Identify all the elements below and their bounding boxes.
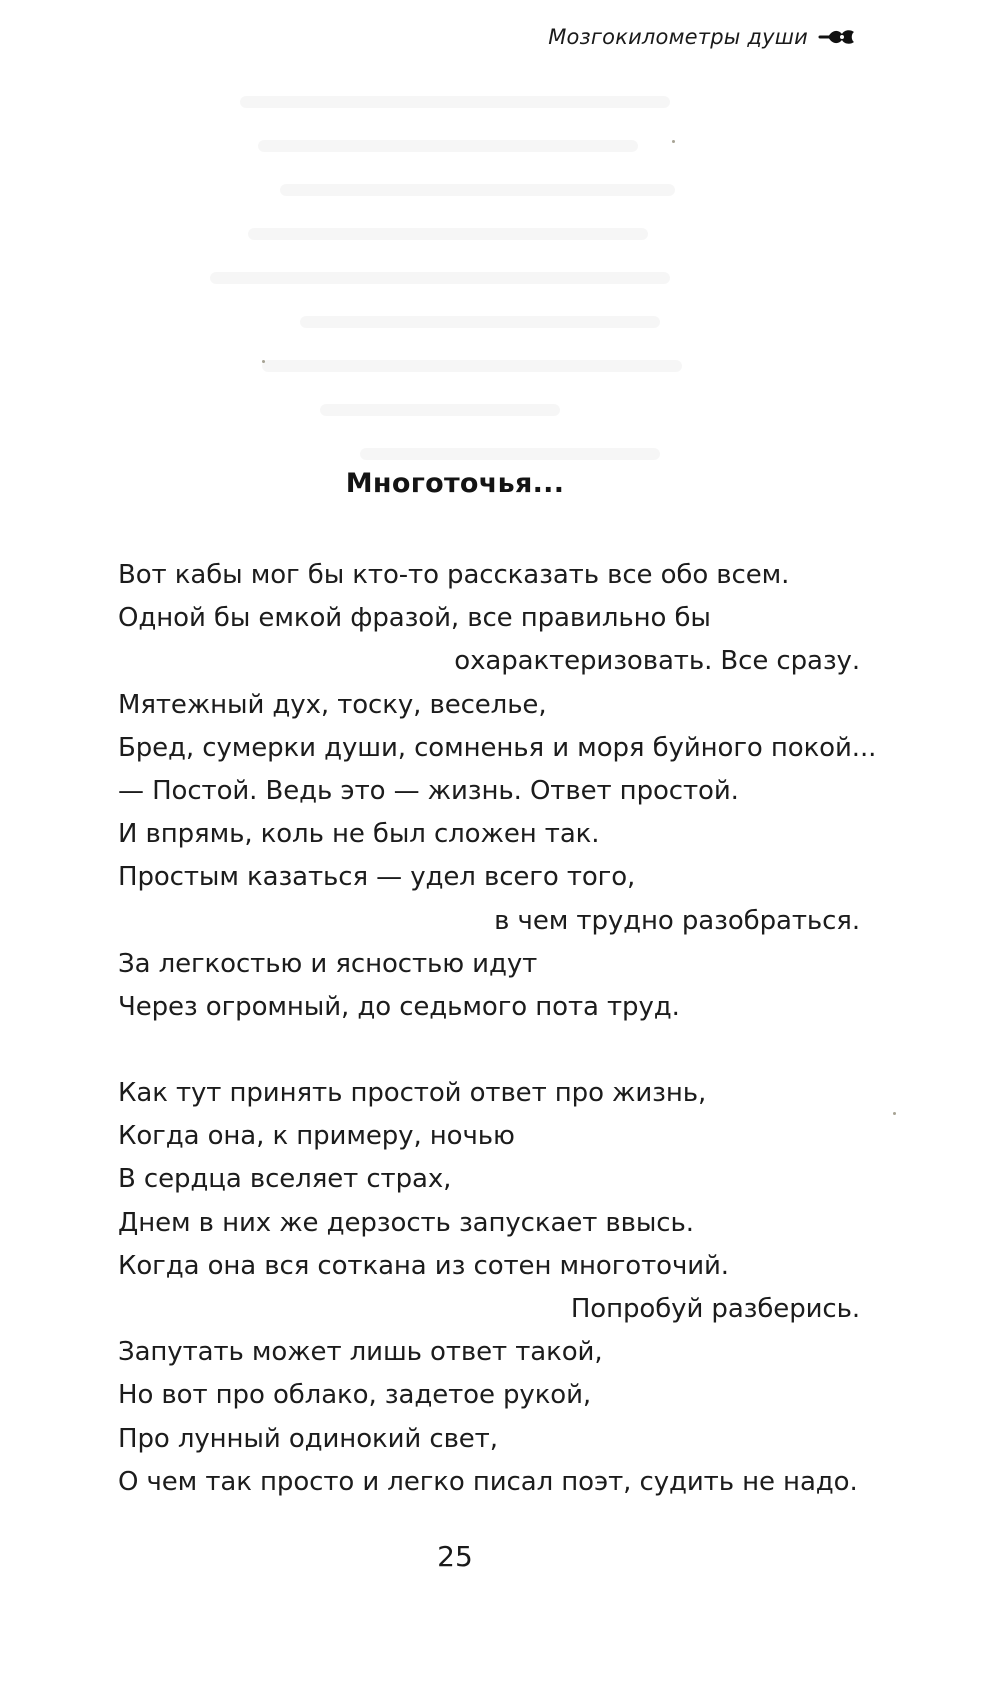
verse-line: Запутать может лишь ответ такой, xyxy=(118,1337,603,1368)
verse-line: Днем в них же дерзость запускает ввысь. xyxy=(118,1207,694,1238)
verse-line: Когда она вся соткана из сотен многоточий. xyxy=(118,1250,729,1281)
verse-line: Когда она, к примеру, ночью xyxy=(118,1121,515,1152)
verse-line: Мятежный дух, тоску, веселье, xyxy=(118,689,547,720)
verse-line: В сердца вселяет страх, xyxy=(118,1164,452,1195)
poem-title: Многоточья... xyxy=(345,468,565,499)
verse-line: За легкостью и ясностью идут xyxy=(118,948,538,979)
stanza-2 xyxy=(118,1072,860,1504)
verse-line: Как тут принять простой ответ про жизнь, xyxy=(118,1078,707,1108)
verse-line: — Постой. Ведь это — жизнь. Ответ простой. xyxy=(118,775,739,806)
paper-speck xyxy=(672,140,675,143)
verse-line: Вот кабы мог бы кто-то рассказать все обо всем. xyxy=(118,560,790,590)
running-header xyxy=(548,22,858,52)
stanza-1 xyxy=(118,554,877,1029)
verse-line: Одной бы емкой фразой, все правильно бы xyxy=(118,603,711,634)
paper-speck xyxy=(893,1112,896,1115)
verse-line-continuation: в чем трудно разобраться. xyxy=(494,905,860,936)
verse-line: И впрямь, коль не был сложен так. xyxy=(118,819,600,850)
verse-line: Про лунный одинокий свет, xyxy=(118,1423,498,1454)
verse-line: Но вот про облако, задетое рукой, xyxy=(118,1380,592,1411)
verse-line: Бред, сумерки души, сомненья и моря буйного покой... xyxy=(118,732,877,763)
page-number: 25 xyxy=(437,1540,473,1573)
verse-line: О чем так просто и легко писал поэт, судить не надо. xyxy=(118,1466,858,1497)
paper-speck xyxy=(262,360,265,363)
verse-line: Через огромный, до седьмого пота труд. xyxy=(118,991,680,1022)
fleuron-icon xyxy=(818,26,858,48)
verse-line: Простым казаться — удел всего того, xyxy=(118,862,636,893)
running-title: Мозгокилометры души xyxy=(548,25,808,49)
verse-line-continuation: охарактеризовать. Все сразу. xyxy=(454,646,860,677)
verse-line-continuation: Попробуй разберись. xyxy=(570,1293,860,1324)
